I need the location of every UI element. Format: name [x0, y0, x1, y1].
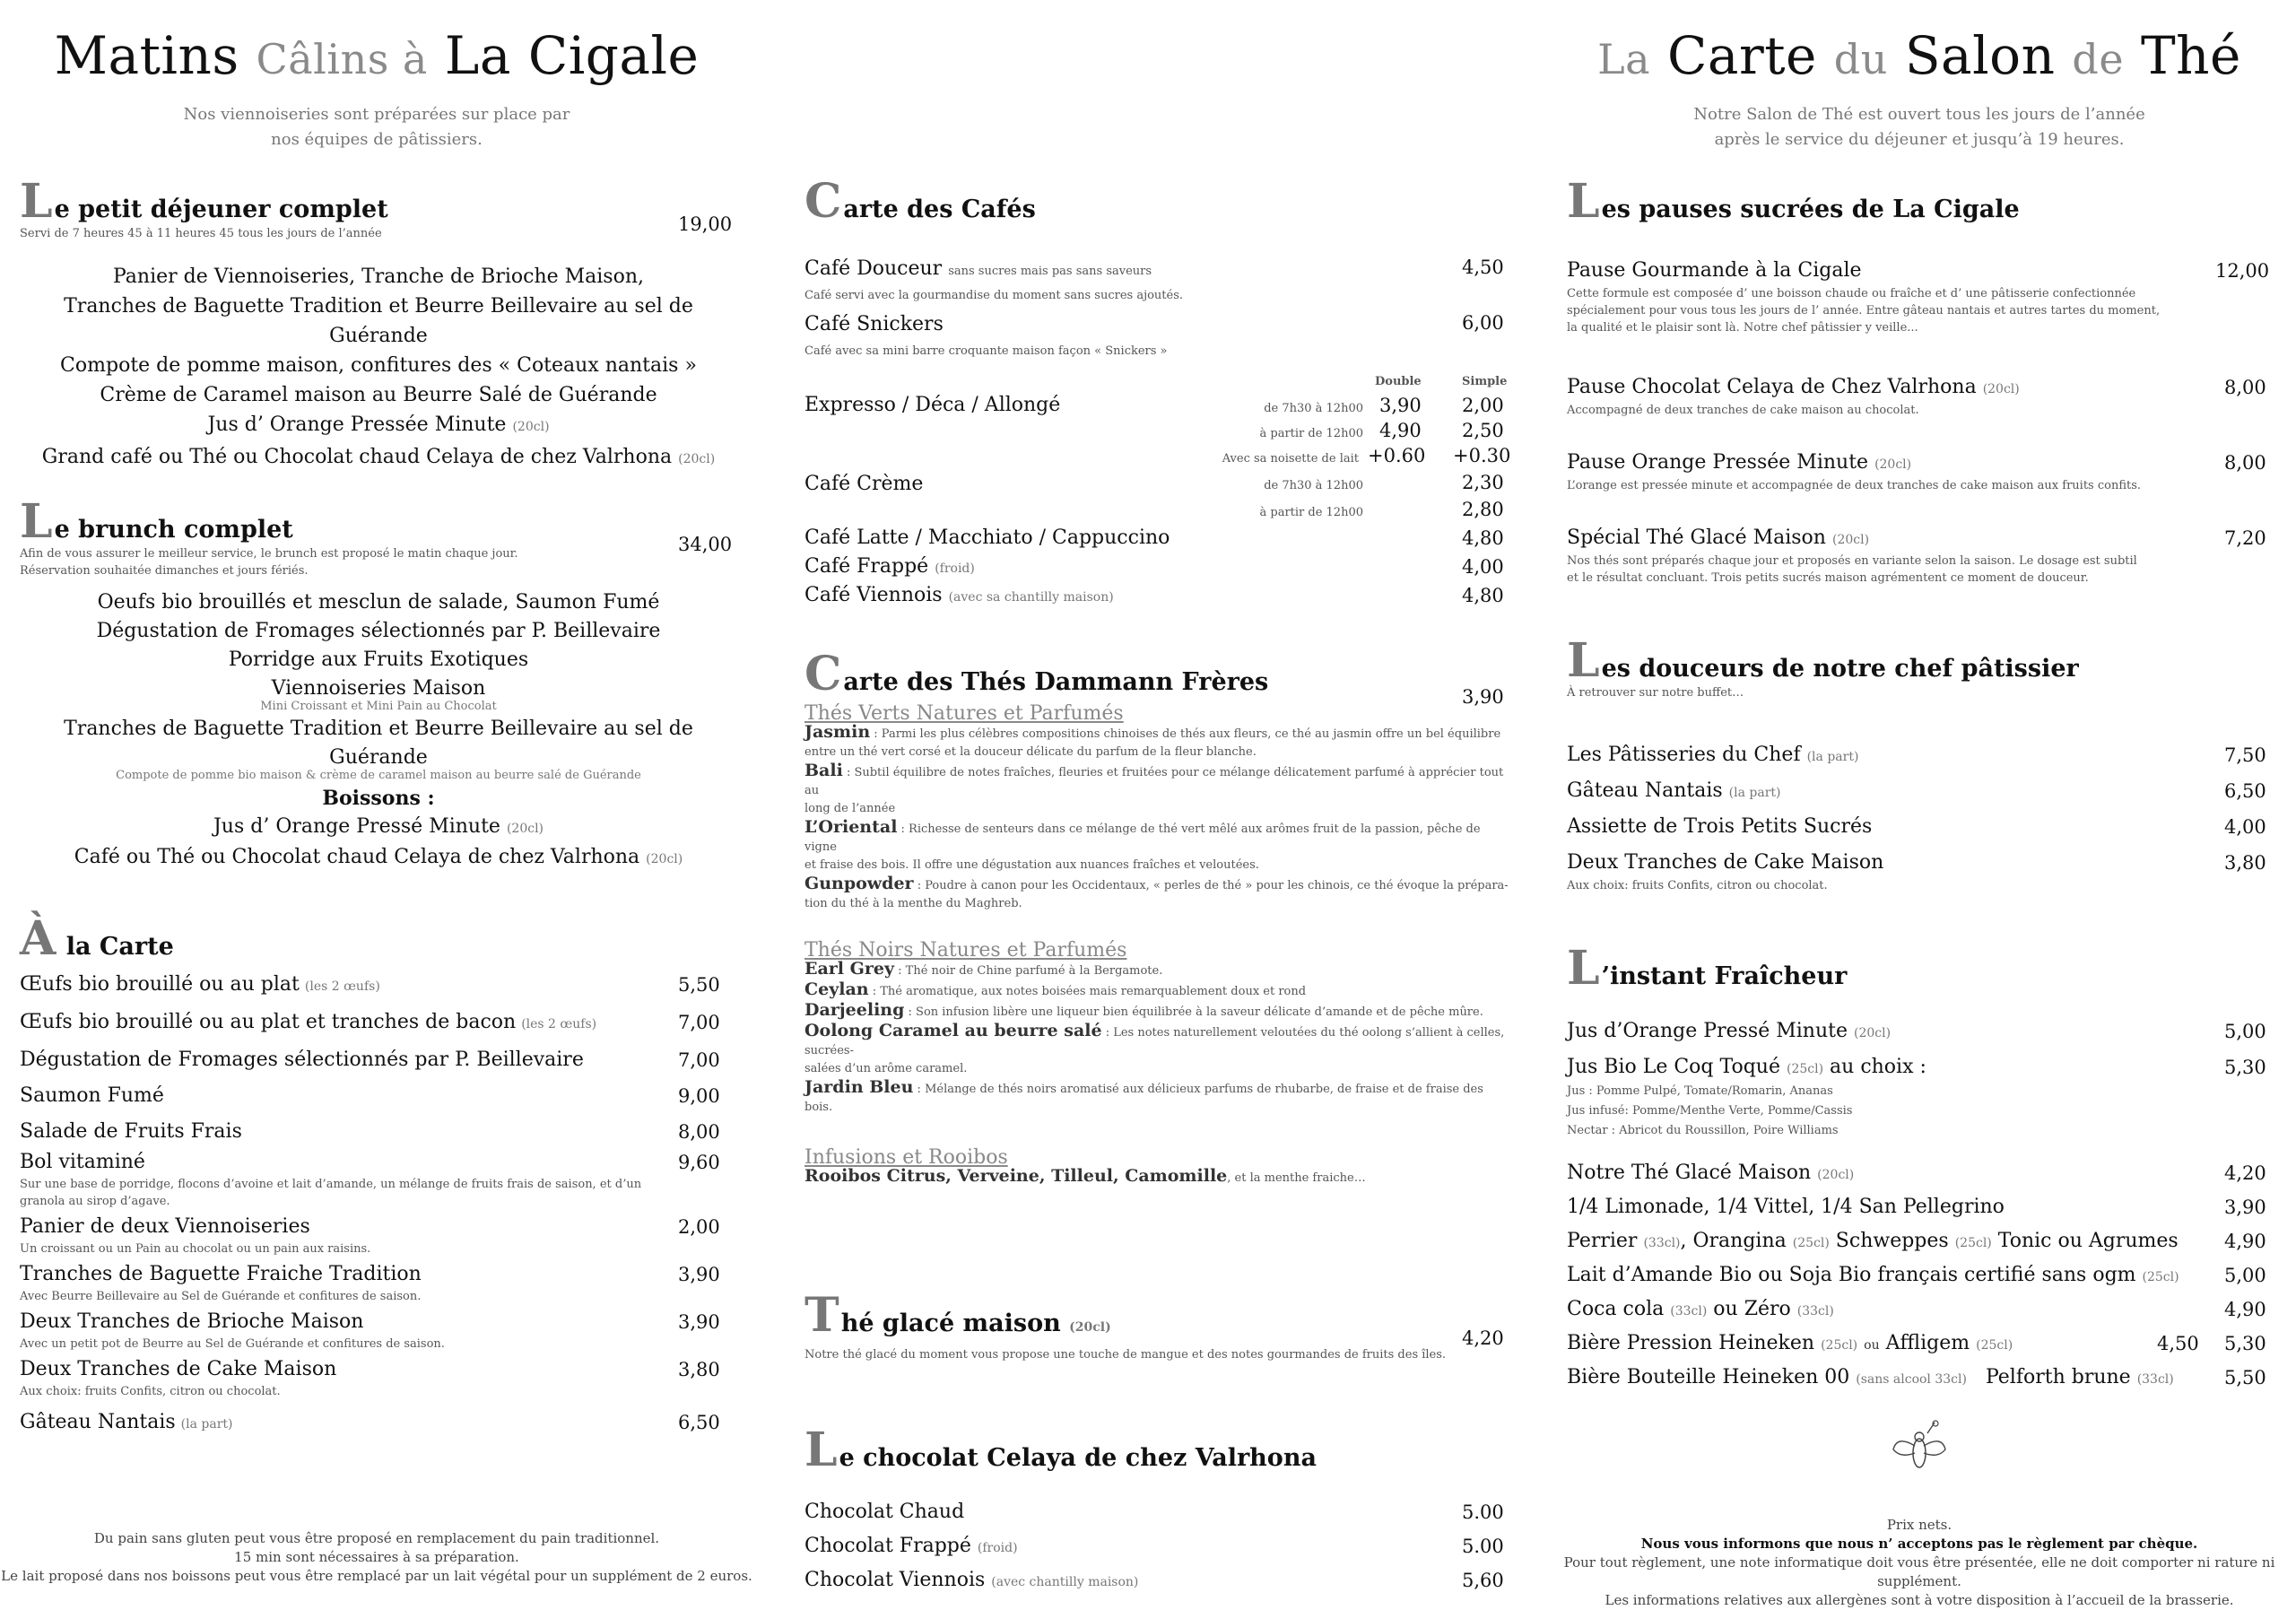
section-pauses — [1567, 174, 2266, 229]
item-jus-bio: Jus Bio Le Coq Toqué (25cl) au choix : — [1567, 1056, 1926, 1078]
item-perrier: Perrier (33cl), Orangina (25cl) Schweppes (25cl) Tonic ou Agrumes — [1567, 1230, 2179, 1252]
item-chocolat-chaud: Chocolat Chaud — [804, 1501, 965, 1523]
carte-item — [20, 1261, 737, 1305]
price-double: 4,90 — [1379, 420, 1422, 441]
item-name: Tranches de Baguette Fraiche Tradition — [20, 1263, 422, 1285]
intro-right: Notre Salon de Thé est ouvert tous les jours de l’année après le service du déjeuner et jusqu’à 19 heures. — [1693, 105, 2145, 149]
price: 6,50 — [2224, 780, 2266, 802]
price: 4,00 — [1462, 556, 1504, 578]
price: 2,30 — [1462, 472, 1504, 493]
section-title: Carte des Thés Dammann Frères — [804, 647, 1269, 701]
price: 34,00 — [678, 534, 733, 555]
header-simple: Simple — [1462, 375, 1508, 388]
desc: Café servi avec la gourmandise du moment sans sucres ajoutés. — [804, 289, 1184, 302]
item-lait-amande: Lait d’Amande Bio ou Soja Bio français certifié sans ogm (25cl) — [1567, 1264, 2179, 1286]
desc: Café avec sa mini barre croquante maison façon « Snickers » — [804, 344, 1168, 358]
price: 2,80 — [1462, 499, 1504, 520]
price: 8,00 — [2224, 377, 2266, 398]
note: Afin de vous assurer le meilleur service, le brunch est proposé le matin chaque jour. Réservation souhaitée dimanches et jours fériés. — [20, 547, 518, 578]
item-viennois: Café Viennois (avec sa chantilly maison) — [804, 584, 1114, 606]
price: 4,20 — [1462, 1327, 1504, 1349]
item-desc: Un croissant ou un Pain au chocolat ou un pain aux raisins. — [20, 1242, 371, 1256]
time: Avec sa noisette de lait — [1222, 452, 1359, 466]
item-patisseries-chef: Les Pâtisseries du Chef (la part) — [1567, 744, 1859, 766]
price: 5,00 — [2224, 1265, 2266, 1286]
price: 4,80 — [1462, 585, 1504, 606]
item-name: Salade de Fruits Frais — [20, 1120, 242, 1143]
section-brunch — [20, 494, 737, 874]
price: 4,80 — [1462, 527, 1504, 549]
section-title: Les pauses sucrées de La Cigale — [1567, 174, 2020, 229]
item-price: 5,50 — [678, 974, 720, 996]
carte-item — [20, 1356, 737, 1400]
desc: Nos thés sont préparés chaque jour et proposés en variante selon la saison. Le dosage est subtil et le résultat concluant. Trois petits sucrés maison agrémentent ce moment de douceur. — [1567, 554, 2137, 585]
price: 5,50 — [2224, 1367, 2266, 1388]
item-price: 2,00 — [678, 1216, 720, 1238]
item-price: 9,00 — [678, 1085, 720, 1107]
item-price: 9,60 — [678, 1152, 720, 1173]
item-chocolat-viennois: Chocolat Viennois (avec chantilly maison) — [804, 1569, 1139, 1591]
item-name: Bol vitaminé — [20, 1151, 145, 1173]
price-double: 3,90 — [1379, 395, 1422, 416]
carte-item — [20, 1214, 737, 1258]
price: 4,50 — [1462, 257, 1504, 278]
item-cafe-douceur: Café Douceur sans sucres mais pas sans saveurs — [804, 257, 1152, 280]
item-name: Œufs bio brouillé ou au plat — [20, 973, 300, 996]
section-title: Les douceurs de notre chef pâtissier — [1567, 633, 2079, 688]
section-title: À la Carte — [20, 911, 174, 966]
price-simple: 2,50 — [1462, 420, 1504, 441]
price: 7,50 — [2224, 744, 2266, 766]
footer-right: Prix nets. Nous vous informons que nous n’ acceptons pas le règlement par chèque. Pour tout règlement, une note informatique doit vous être présentée, elle ne doit comporter ni rature ni supplément. Les informations relatives aux allergènes sont à votre disposition à l’accueil de la brasserie. — [1563, 1517, 2275, 1608]
item-cafe-snickers: Café Snickers — [804, 313, 944, 335]
page-title-left: Matins Câlins à La Cigale — [54, 25, 700, 86]
item-limonade: 1/4 Limonade, 1/4 Vittel, 1/4 San Pellegrino — [1567, 1196, 2005, 1218]
item-name: Panier de deux Viennoiseries — [20, 1215, 310, 1238]
note: À retrouver sur notre buffet… — [1567, 686, 1744, 700]
price-simple: 2,00 — [1462, 395, 1504, 416]
item-gateau-nantais: Gâteau Nantais (la part) — [1567, 779, 1781, 802]
price: 4,90 — [2224, 1231, 2266, 1252]
item-price: 3,90 — [678, 1311, 720, 1333]
formula-lines: Oeufs bio brouillés et mesclun de salade, Saumon Fumé Dégustation de Fromages sélectionnés par P. Beillevaire Porridge aux Fruits Exotiques Viennoiseries Maison Mini Croissant et Mini Pain au Chocolat Tranches de Baguette Tradition et Beurre Beillevaire au sel de Guérande Compote de pomme bio maison & crème de caramel maison au beurre salé de Guérande Boissons : Jus d’ Orange Pressé Minute (20cl) Café ou Thé ou Chocolat chaud Celaya de chez Valrhona (20cl) — [64, 591, 693, 868]
item-trois-petits-sucres: Assiette de Trois Petits Sucrés — [1567, 815, 1873, 838]
price: 6,00 — [1462, 312, 1504, 334]
header-left — [0, 20, 753, 152]
item-pause-chocolat: Pause Chocolat Celaya de Chez Valrhona (20cl) — [1567, 376, 2020, 398]
desc: Accompagné de deux tranches de cake maison au chocolat. — [1567, 404, 1919, 417]
item-frappe: Café Frappé (froid) — [804, 555, 975, 578]
price: 7,20 — [2224, 527, 2266, 549]
item-name: Saumon Fumé — [20, 1084, 164, 1107]
item-latte: Café Latte / Macchiato / Cappuccino — [804, 527, 1170, 549]
section-the-glace — [804, 1288, 1504, 1363]
item-price: 8,00 — [678, 1121, 720, 1143]
item-desc: Aux choix: fruits Confits, citron ou chocolat. — [20, 1385, 281, 1398]
item-jus-orange: Jus d’Orange Pressé Minute (20cl) — [1567, 1020, 1892, 1042]
item-price: 6,50 — [678, 1412, 720, 1433]
section-chocolat — [804, 1423, 1504, 1477]
note: Servi de 7 heures 45 à 11 heures 45 tous les jours de l’année — [20, 227, 382, 240]
item-price: 3,80 — [678, 1359, 720, 1380]
footer-left: Du pain sans gluten peut vous être proposé en remplacement du pain traditionnel. 15 min sont nécessaires à sa préparation. Le lait proposé dans nos boissons peut vous être remplacé par un lait végétal pour un supplément de 2 euros. — [1, 1530, 752, 1584]
item-expresso: Expresso / Déca / Allongé — [804, 394, 1061, 416]
item-biere-bouteille: Bière Bouteille Heineken 00 (sans alcool 33cl) Pelforth brune (33cl) — [1567, 1366, 2174, 1388]
item-special-the-glace: Spécial Thé Glacé Maison (20cl) — [1567, 527, 1870, 549]
section-fraicheur — [1567, 941, 2266, 996]
desc: Aux choix: fruits Confits, citron ou chocolat. — [1567, 879, 1828, 892]
section-title: Le chocolat Celaya de chez Valrhona — [804, 1423, 1317, 1477]
carte-item — [20, 971, 737, 1000]
carte-list — [20, 971, 737, 1438]
section-petit-dejeuner — [20, 174, 737, 474]
carte-item — [20, 1083, 737, 1110]
carte-item — [20, 1047, 737, 1074]
formula-lines: Panier de Viennoiseries, Tranche de Brioche Maison, Tranches de Baguette Tradition et Beurre Beillevaire au sel de Guérande Compote de pomme maison, confitures des « Coteaux nantais » Crème de Caramel maison au Beurre Salé de Guérande Jus d’ Orange Pressée Minute (20cl) Grand café ou Thé ou Chocolat chaud Celaya de chez Valrhona (20cl) — [41, 265, 716, 468]
time: de 7h30 à 12h00 — [1264, 479, 1363, 492]
item-chocolat-frappe: Chocolat Frappé (froid) — [804, 1535, 1018, 1557]
price: 5,30 — [2224, 1057, 2266, 1078]
item-name: Deux Tranches de Brioche Maison — [20, 1310, 364, 1333]
intro-left: Nos viennoiseries sont préparées sur place par nos équipes de pâtissiers. — [183, 105, 570, 149]
item-biere-pression: Bière Pression Heineken (25cl) ou Affligem (25cl) — [1567, 1332, 2013, 1354]
time: à partir de 12h00 — [1259, 427, 1363, 440]
carte-item — [20, 1118, 737, 1145]
section-title: Thé glacé maison (20cl) — [804, 1288, 1111, 1343]
tea-list: Thés Verts Natures et Parfumés Jasmin : Parmi les plus célèbres compositions chinoises de thés aux fleurs, ce thé au jasmin offre un bel équilibre entre un thé vert corsé et la douceur délicate du parfum de la fleur blanche. Bali : Subtil équilibre de notes fraîches, fleuries et fruitées pour ce mélange délicatement parfumé à apprécier tout au long de l’année L’Oriental : Richesse de senteurs dans ce mélange de thé vert mêlé aux arômes fruit de la passion, pêche de vigne et fraise des bois. Il offre une dégustation aux nuances fraîches et veloutées. Gunpowder : Poudre à canon pour les Occidentaux, « perles de thé » pour les chinois, ce thé évoque la prépara- tion du thé à la menthe du Maghreb. Thés Noirs Natures et Parfumés Earl Grey : Thé noir de Chine parfumé à la Bergamote. Ceylan : Thé aromatique, aux notes boisées mais remarquablement doux et rond Darjeeling : Son infusion libère une liqueur bien équilibrée à la saveur délicate d’amande et de pêche mûre. Oolong Caramel au beurre salé : Les notes naturellement veloutées du thé oolong s’allient à celles, sucrées- salées d’un arôme caramel. Jardin Bleu : Mélange de thés noirs aromatisé aux délicieux parfums de rhubarbe, de fraise et de fraise des bois. Infusions et Rooibos Rooibos Citrus, Verveine, Tilleul, Camomille, et la menthe fraiche… — [804, 702, 1509, 1186]
desc: Cette formule est composée d’ une boisson chaude ou fraîche et d’ une pâtisserie confectionnée spécialement pour vous tous les jours de l’ année. Entre gâteau nantais et autres tartes du moment, la qualité et le plaisir sont là. Notre chef pâtissier y veille... — [1567, 287, 2161, 335]
price: 4,20 — [2224, 1162, 2266, 1184]
item-size: (les 2 œufs) — [304, 979, 380, 994]
price: 4,00 — [2224, 816, 2266, 838]
price: 3,90 — [1462, 686, 1504, 708]
price: 19,00 — [678, 213, 733, 235]
price: 8,00 — [2224, 452, 2266, 474]
price-double: +0.60 — [1368, 445, 1426, 466]
section-title: Le petit déjeuner complet — [20, 174, 388, 229]
item-cafe-creme: Café Crème — [804, 473, 924, 495]
item-desc: granola au sirop d’agave. — [20, 1195, 170, 1208]
time: à partir de 12h00 — [1259, 506, 1363, 519]
header-right — [1543, 20, 2296, 152]
item-pause-gourmande: Pause Gourmande à la Cigale — [1567, 259, 1862, 282]
section-title: L’instant Fraîcheur — [1567, 941, 1848, 996]
item-name: Dégustation de Fromages sélectionnés par P. Beillevaire — [20, 1049, 584, 1071]
price: 5.00 — [1462, 1536, 1504, 1557]
section-douceurs — [1567, 633, 2266, 701]
item-name: Œufs bio brouillé ou au plat et tranches de bacon — [20, 1011, 517, 1033]
item-desc: Sur une base de porridge, flocons d’avoine et lait d’amande, un mélange de fruits frais de saison, et d’un — [20, 1178, 642, 1191]
price: 3,90 — [2224, 1197, 2266, 1218]
carte-item — [20, 1149, 737, 1210]
carte-item — [20, 1309, 737, 1353]
item-coca: Coca cola (33cl) ou Zéro (33cl) — [1567, 1298, 1834, 1320]
header-double: Double — [1375, 375, 1422, 388]
price-simple: +0.30 — [1453, 445, 1511, 466]
section-cafes — [804, 174, 1504, 229]
price: 5,00 — [2224, 1021, 2266, 1042]
item-desc: Avec Beurre Beillevaire au Sel de Guérande et confitures de saison. — [20, 1290, 422, 1303]
item-size: (les 2 œufs) — [521, 1017, 597, 1031]
item-name: Gâteau Nantais — [20, 1411, 176, 1433]
item-cake-maison: Deux Tranches de Cake Maison — [1567, 851, 1884, 874]
time: de 7h30 à 12h00 — [1264, 402, 1363, 415]
price: 5,60 — [1462, 1570, 1504, 1591]
section-title: Le brunch complet — [20, 494, 293, 549]
item-pause-orange: Pause Orange Pressée Minute (20cl) — [1567, 451, 1912, 474]
desc: Jus : Pomme Pulpé, Tomate/Romarin, Ananas Jus infusé: Pomme/Menthe Verte, Pomme/Cassis Nectar : Abricot du Roussillon, Poire Williams — [1567, 1084, 1853, 1137]
carte-item — [20, 1009, 737, 1038]
item-the-glace-maison: Notre Thé Glacé Maison (20cl) — [1567, 1162, 1855, 1184]
price: 12,00 — [2215, 260, 2270, 282]
cicada-logo-icon — [1888, 1419, 1951, 1482]
section-thes — [804, 647, 1509, 1188]
item-name: Deux Tranches de Cake Maison — [20, 1358, 337, 1380]
price: 4,90 — [2224, 1299, 2266, 1320]
price: 3,80 — [2224, 852, 2266, 874]
page-title-right: La Carte du Salon de Thé — [1597, 25, 2241, 86]
carte-item — [20, 1409, 737, 1438]
price-affligem: 5,30 — [2224, 1333, 2266, 1354]
price-heineken: 4,50 — [2157, 1333, 2199, 1354]
price: 5.00 — [1462, 1501, 1504, 1523]
section-title: Carte des Cafés — [804, 174, 1036, 229]
section-a-la-carte — [20, 911, 737, 1438]
desc: Notre thé glacé du moment vous propose une touche de mangue et des notes gourmandes de fruits des îles. — [804, 1348, 1447, 1362]
item-desc: Avec un petit pot de Beurre au Sel de Guérande et confitures de saison. — [20, 1337, 445, 1351]
item-price: 7,00 — [678, 1012, 720, 1033]
desc: L’orange est pressée minute et accompagnée de deux tranches de cake maison aux fruits confits. — [1567, 479, 2142, 492]
item-price: 7,00 — [678, 1049, 720, 1071]
item-size: (la part) — [180, 1417, 233, 1432]
item-price: 3,90 — [678, 1264, 720, 1285]
